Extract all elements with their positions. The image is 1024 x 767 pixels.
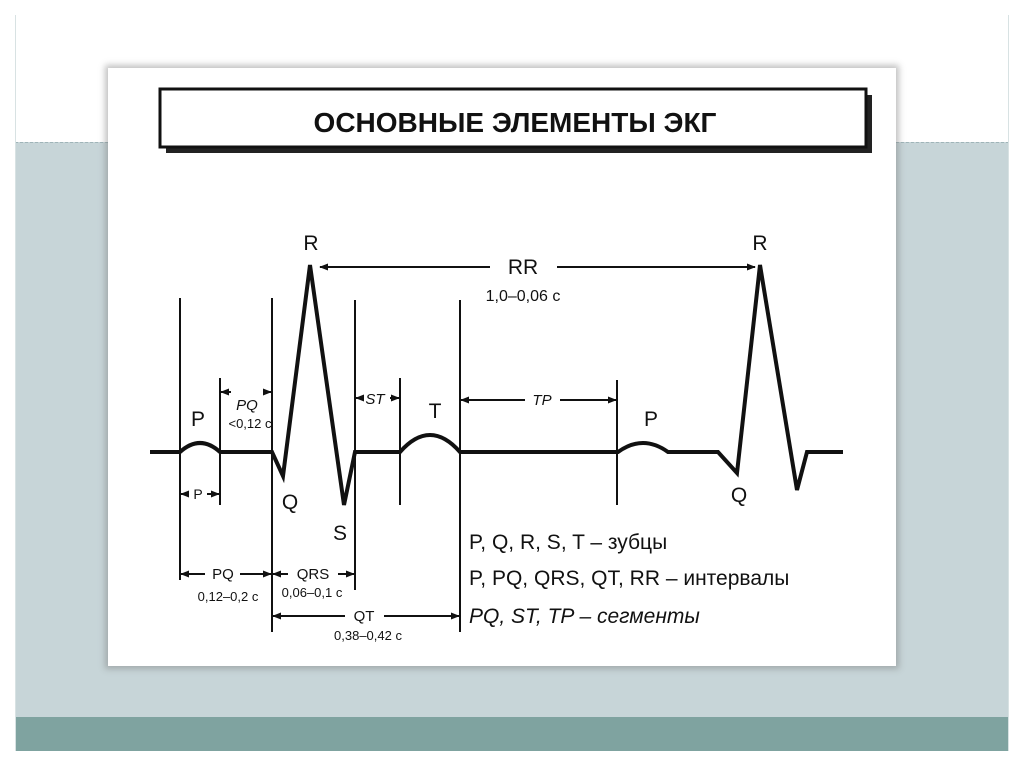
p-duration-label: P xyxy=(193,486,203,502)
qt-label: QT xyxy=(353,608,375,625)
pq-top-label: PQ xyxy=(236,397,258,414)
legend-line-intervals: P, PQ, QRS, QT, RR – интервалы xyxy=(469,567,790,590)
wave-label-q: Q xyxy=(281,491,299,514)
pq-label: PQ xyxy=(212,566,234,583)
wave-label-r: R xyxy=(303,232,319,255)
wave-label-p: P xyxy=(643,408,659,431)
page-title: ОСНОВНЫЕ ЭЛЕМЕНТЫ ЭКГ xyxy=(313,107,717,138)
pq-top-value: <0,12 с xyxy=(228,416,272,431)
pq-value: 0,12–0,2 с xyxy=(197,589,259,604)
wave-label-t: T xyxy=(428,400,442,423)
legend-line-segments: PQ, ST, TP – сегменты xyxy=(469,605,700,628)
wave-label-r: R xyxy=(752,232,768,255)
interval-arrows xyxy=(181,267,755,616)
rr-label: RR xyxy=(507,256,539,279)
qrs-label: QRS xyxy=(296,566,330,583)
qt-value: 0,38–0,42 с xyxy=(334,628,402,643)
legend-line-waves: P, Q, R, S, T – зубцы xyxy=(469,531,668,554)
wave-label-p: P xyxy=(190,408,206,431)
st-label: ST xyxy=(365,391,385,408)
qrs-value: 0,06–0,1 с xyxy=(281,585,343,600)
tp-label: TP xyxy=(532,392,552,409)
wave-label-s: S xyxy=(332,522,348,545)
rr-value: 1,0–0,06 с xyxy=(485,288,561,305)
title-box xyxy=(160,89,872,153)
wave-label-q: Q xyxy=(730,484,748,507)
legend xyxy=(469,531,789,628)
